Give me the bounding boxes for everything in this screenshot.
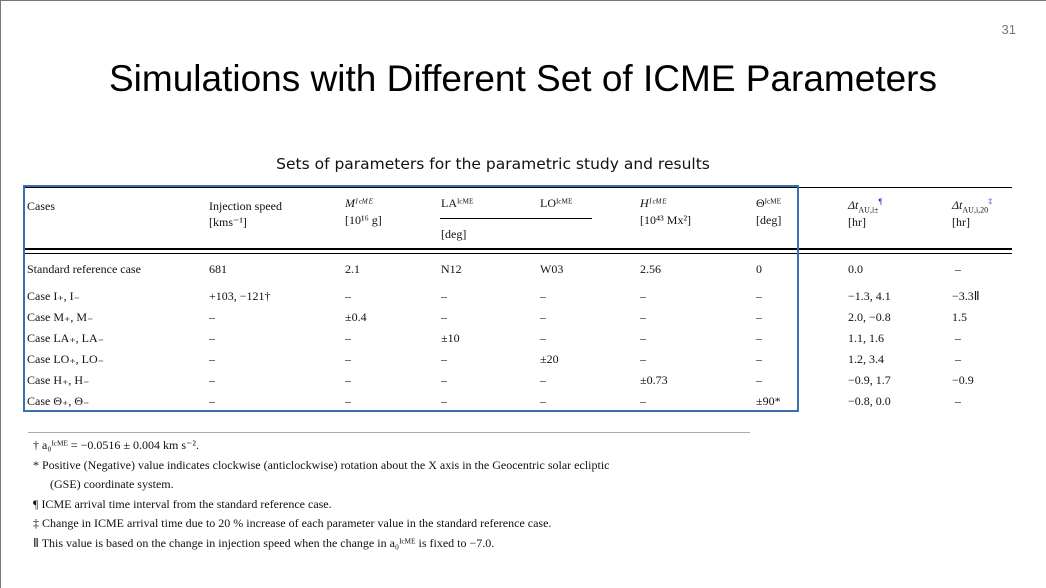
header-dt-au20-subscript: AU,i,20 — [962, 205, 989, 215]
cell-la: – — [441, 373, 447, 387]
cell-lo: – — [540, 394, 546, 408]
cell-dt20: 1.5 — [952, 310, 967, 324]
page-number: 31 — [1001, 22, 1016, 37]
cell-lo: ±20 — [540, 352, 559, 366]
footnote-dagger: † a₀ᴵᶜᴹᴱ = −0.0516 ± 0.004 km s⁻². — [33, 438, 199, 452]
cell-theta: – — [756, 289, 762, 303]
cell-speed: – — [209, 310, 215, 324]
header-theta: Θᴵᶜᴹᴱ — [756, 196, 782, 210]
cell-speed: +103, −121† — [209, 289, 271, 303]
cell-h: – — [640, 310, 646, 324]
cell-la: – — [441, 310, 447, 324]
cell-la: ±10 — [441, 331, 460, 345]
cell-mass: ±0.4 — [345, 310, 367, 324]
cell-lo: – — [540, 331, 546, 345]
cell-mass: 2.1 — [345, 262, 360, 276]
cell-dt: 0.0 — [848, 262, 863, 276]
cell-la: – — [441, 352, 447, 366]
cell-mass: – — [345, 289, 351, 303]
cell-h: – — [640, 352, 646, 366]
cell-dt: −0.9, 1.7 — [848, 373, 891, 387]
header-dt-au20-unit: [hr] — [952, 215, 970, 229]
header-injection-speed: Injection speed — [209, 199, 282, 213]
cell-speed: – — [209, 373, 215, 387]
cell-dt20: −3.3Ⅱ — [952, 289, 980, 303]
footnote-asterisk: * Positive (Negative) value indicates clockwise (anticlockwise) rotation about the X axis in the Geocentric solar ecliptic — [33, 458, 610, 472]
footnote-double-dagger: ‡ Change in ICME arrival time due to 20 % increase of each parameter value in the standard reference case. — [33, 516, 552, 530]
header-h-unit: [10⁴³ Mx²] — [640, 213, 692, 227]
header-mass-unit: [10¹⁶ g] — [345, 213, 382, 227]
header-dt-au20-footnote-mark[interactable]: ‡ — [988, 197, 993, 206]
cell-lo: – — [540, 373, 546, 387]
cell-speed: – — [209, 394, 215, 408]
footnote-pilcrow: ¶ ICME arrival time interval from the standard reference case. — [33, 497, 332, 511]
cell-la: N12 — [441, 262, 462, 276]
cell-dt: 1.2, 3.4 — [848, 352, 884, 366]
cell-theta: – — [756, 310, 762, 324]
cell-theta: 0 — [756, 262, 762, 276]
cell-case: Case M₊, M₋ — [27, 310, 94, 324]
cell-dt: 2.0, −0.8 — [848, 310, 891, 324]
footnote-roman-two: Ⅱ This value is based on the change in injection speed when the change in a₀ᴵᶜᴹᴱ is fixed to −7.0. — [33, 536, 495, 550]
cell-h: ±0.73 — [640, 373, 668, 387]
header-lo: LOᴵᶜᴹᴱ — [540, 196, 573, 210]
cell-theta: – — [756, 373, 762, 387]
header-la-unit: [deg] — [441, 227, 467, 241]
header-dt-au-subscript: AU,i± — [858, 205, 879, 215]
header-h: Hᴵᶜᴹᴱ — [640, 196, 667, 210]
slide-border-top — [0, 0, 1046, 1]
cell-dt20: −0.9 — [952, 373, 974, 387]
cell-case: Case LA₊, LA₋ — [27, 331, 104, 345]
cell-dt20: – — [955, 352, 961, 366]
cell-case: Case Θ₊, Θ₋ — [27, 394, 90, 408]
cell-h: 2.56 — [640, 262, 661, 276]
slide-title: Simulations with Different Set of ICME Parameters — [108, 58, 938, 99]
header-la: LAᴵᶜᴹᴱ — [441, 196, 474, 210]
cell-case: Standard reference case — [27, 262, 141, 276]
header-cases: Cases — [27, 199, 55, 213]
cell-dt20: – — [955, 262, 961, 276]
cell-mass: – — [345, 352, 351, 366]
header-dt-au20-symbol: Δt — [952, 198, 963, 212]
header-dt-au20 — [952, 197, 993, 215]
header-mass: Mᴵᶜᴹᴱ — [345, 196, 373, 210]
cell-speed: 681 — [209, 262, 227, 276]
footnote-asterisk-cont: (GSE) coordinate system. — [50, 477, 174, 491]
header-dt-au-unit: [hr] — [848, 215, 866, 229]
footnote-divider — [28, 432, 750, 433]
cell-theta: – — [756, 352, 762, 366]
cell-dt: −1.3, 4.1 — [848, 289, 891, 303]
header-dt-au — [848, 197, 883, 215]
cell-theta: ±90* — [756, 394, 781, 408]
cell-la: – — [441, 394, 447, 408]
cell-h: – — [640, 394, 646, 408]
cell-lo: – — [540, 310, 546, 324]
cell-dt20: – — [955, 394, 961, 408]
cell-case: Case LO₊, LO₋ — [27, 352, 104, 366]
header-injection-speed-unit: [kms⁻¹] — [209, 215, 247, 229]
cell-theta: – — [756, 331, 762, 345]
cell-dt: 1.1, 1.6 — [848, 331, 884, 345]
cell-la: – — [441, 289, 447, 303]
cell-lo: – — [540, 289, 546, 303]
cell-dt: −0.8, 0.0 — [848, 394, 891, 408]
header-dt-au-footnote-mark[interactable]: ¶ — [878, 197, 883, 206]
cell-h: – — [640, 289, 646, 303]
cell-case: Case I₊, I₋ — [27, 289, 80, 303]
cell-speed: – — [209, 331, 215, 345]
cell-case: Case H₊, H₋ — [27, 373, 90, 387]
cell-dt20: – — [955, 331, 961, 345]
cell-speed: – — [209, 352, 215, 366]
header-dt-au-symbol: Δt — [848, 198, 859, 212]
cell-mass: – — [345, 394, 351, 408]
cell-mass: – — [345, 331, 351, 345]
cell-mass: – — [345, 373, 351, 387]
header-theta-unit: [deg] — [756, 213, 782, 227]
cell-lo: W03 — [540, 262, 564, 276]
table-caption: Sets of parameters for the parametric study and results — [276, 155, 710, 173]
cell-h: – — [640, 331, 646, 345]
